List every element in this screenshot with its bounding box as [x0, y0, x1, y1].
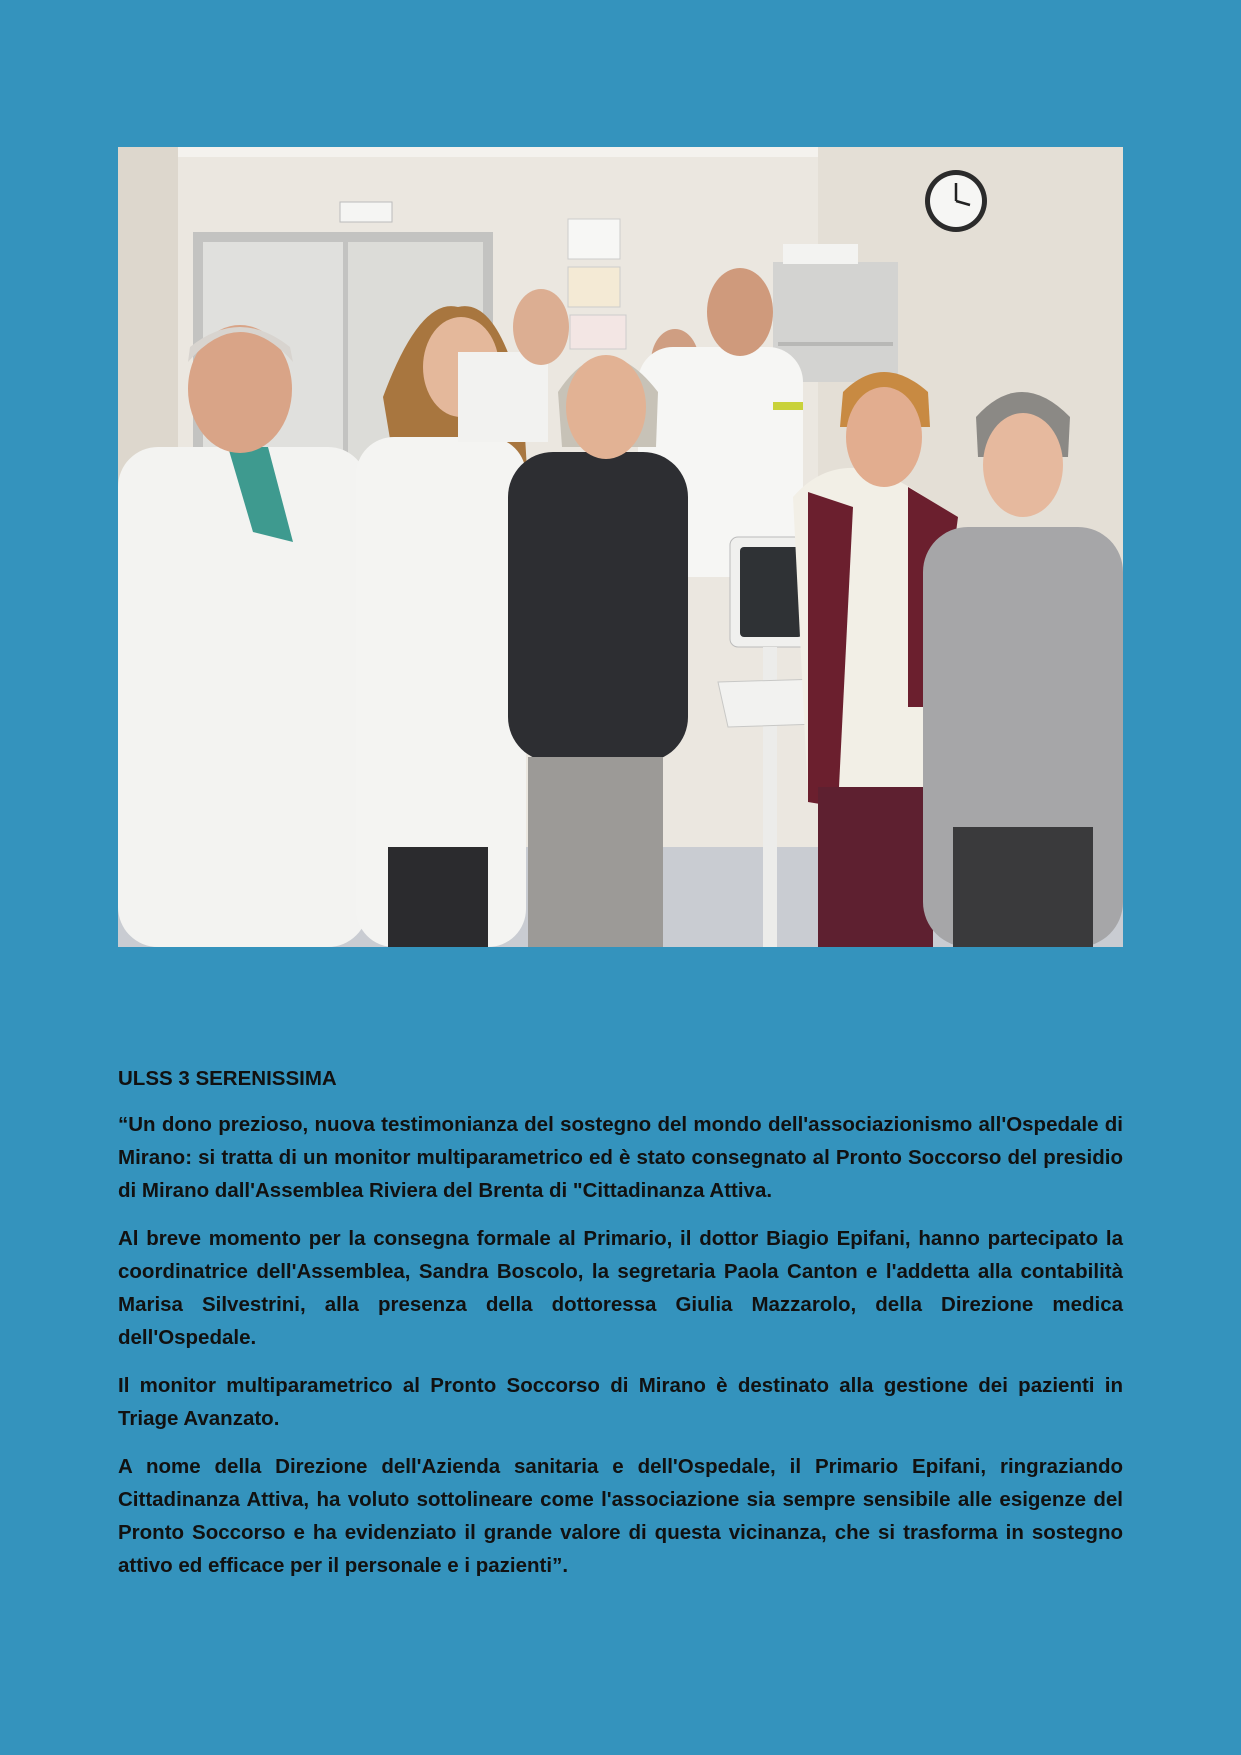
group-photo	[118, 147, 1123, 947]
paragraph-delivery: Al breve momento per la consegna formale al Primario, il dottor Biagio Epifani, hanno partecipato la coordinatrice dell'Assemblea, Sandra Boscolo, la segretaria Paola Canton e l'addetta alla contabilità Marisa Silvestrini, alla presenza della dottoressa Giulia Mazzarolo, della Direzione medica dell'Ospedale.	[118, 1227, 1123, 1349]
paragraph-purpose: Il monitor multiparametrico al Pronto Soccorso di Mirano è destinato alla gestione dei pazienti in Triage Avanzato.	[118, 1374, 1123, 1430]
paragraph-thanks: A nome della Direzione dell'Azienda sanitaria e dell'Ospedale, il Primario Epifani, ringraziando Cittadinanza Attiva, ha voluto sottolineare come l'associazione sia sempre sensibile alle esigenze del Pronto Soccorso e ha evidenziato il grande valore di questa vicinanza, che si trasforma in sostegno attivo ed efficace per il personale e i pazienti”.	[118, 1455, 1123, 1577]
article-text	[118, 1062, 1123, 1597]
organization-heading: ULSS 3 SERENISSIMA	[118, 1067, 337, 1090]
paragraph-intro: “Un dono prezioso, nuova testimonianza del sostegno del mondo dell'associazionismo all'Ospedale di Mirano: si tratta di un monitor multiparametrico ed è stato consegnato al Pronto Soccorso del presidio di Mirano dall'Assemblea Riviera del Brenta di "Cittadinanza Attiva.	[118, 1113, 1123, 1202]
